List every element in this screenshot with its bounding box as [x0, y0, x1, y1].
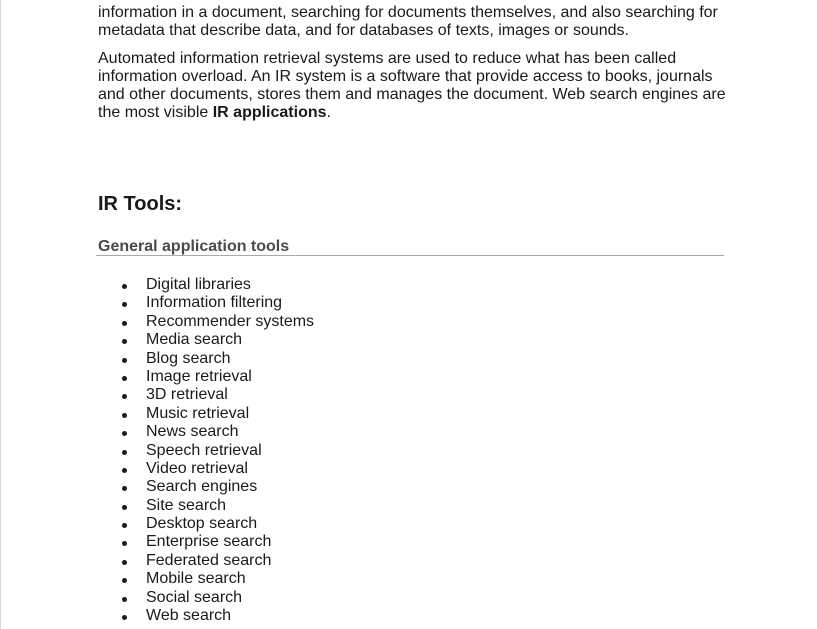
bullet-icon	[122, 358, 127, 363]
bullet-icon	[122, 468, 127, 473]
bullet-icon	[122, 284, 127, 289]
bullet-icon	[122, 597, 127, 602]
bullet-icon	[122, 321, 127, 326]
list-item-label: Music retrieval	[146, 404, 250, 422]
heading-divider	[96, 255, 724, 256]
list-item	[98, 313, 314, 331]
list-item-label: Social search	[146, 588, 243, 606]
list-item	[98, 294, 314, 312]
list-item-label: Mobile search	[146, 570, 246, 588]
bullet-icon	[122, 505, 127, 510]
list-item-label: Video retrieval	[146, 459, 248, 477]
list-item-label: Media search	[146, 331, 243, 349]
bullet-icon	[122, 431, 127, 436]
bullet-icon	[122, 523, 127, 528]
list-item	[98, 570, 314, 588]
bullet-icon	[122, 394, 127, 399]
bullet-icon	[122, 339, 127, 344]
list-item	[98, 460, 314, 478]
intro-paragraph-2-text: Automated information retrieval systems are used to reduce what has been called information overload. An IR system is a software that provide access to books, journals and other documents, stores them and manages the document. Web search engines are the most visible	[98, 49, 726, 122]
intro-paragraph-2-end: .	[326, 104, 331, 122]
list-item-label: 3D retrieval	[146, 386, 228, 404]
list-item-label: Blog search	[146, 349, 231, 367]
list-item	[98, 350, 314, 368]
bullet-icon	[122, 486, 127, 491]
list-item	[98, 515, 314, 533]
bullet-icon	[122, 560, 127, 565]
list-item-label: Information filtering	[146, 294, 283, 312]
list-item-label: Web search	[146, 607, 232, 625]
document-content	[98, 4, 728, 625]
list-item-label: Recommender systems	[146, 312, 315, 330]
list-item-label: Search engines	[146, 478, 258, 496]
intro-paragraph-1: information in a document, searching for documents themselves, and also searching for metadata that describe data, and for databases of texts, images or sounds.	[98, 4, 718, 40]
section-title: IR Tools:	[98, 193, 183, 215]
list-item	[98, 276, 314, 294]
bullet-icon	[122, 450, 127, 455]
list-item-label: News search	[146, 423, 239, 441]
list-item-label: Desktop search	[146, 515, 258, 533]
list-item	[98, 478, 314, 496]
subsection-title: General application tools	[98, 238, 290, 255]
list-item-label: Enterprise search	[146, 533, 272, 551]
bullet-icon	[122, 578, 127, 583]
list-item	[98, 331, 314, 349]
list-item	[98, 405, 314, 423]
tool-list	[98, 276, 314, 625]
list-item	[98, 423, 314, 441]
bullet-icon	[122, 615, 127, 620]
list-item	[98, 607, 314, 625]
list-item	[98, 589, 314, 607]
list-item	[98, 386, 314, 404]
list-item-label: Digital libraries	[146, 276, 251, 293]
list-item-label: Speech retrieval	[146, 441, 262, 459]
list-item	[98, 497, 314, 515]
bullet-icon	[122, 376, 127, 381]
list-item	[98, 442, 314, 460]
list-item	[98, 533, 314, 551]
bullet-icon	[122, 541, 127, 546]
list-item	[98, 552, 314, 570]
intro-paragraph-2	[98, 50, 728, 123]
ir-applications-bold: IR applications	[212, 104, 327, 122]
list-item-label: Site search	[146, 496, 227, 514]
bullet-icon	[122, 413, 127, 418]
list-item-label: Federated search	[146, 551, 272, 569]
list-item	[98, 368, 314, 386]
bullet-icon	[122, 302, 127, 307]
list-item-label: Image retrieval	[146, 367, 252, 385]
